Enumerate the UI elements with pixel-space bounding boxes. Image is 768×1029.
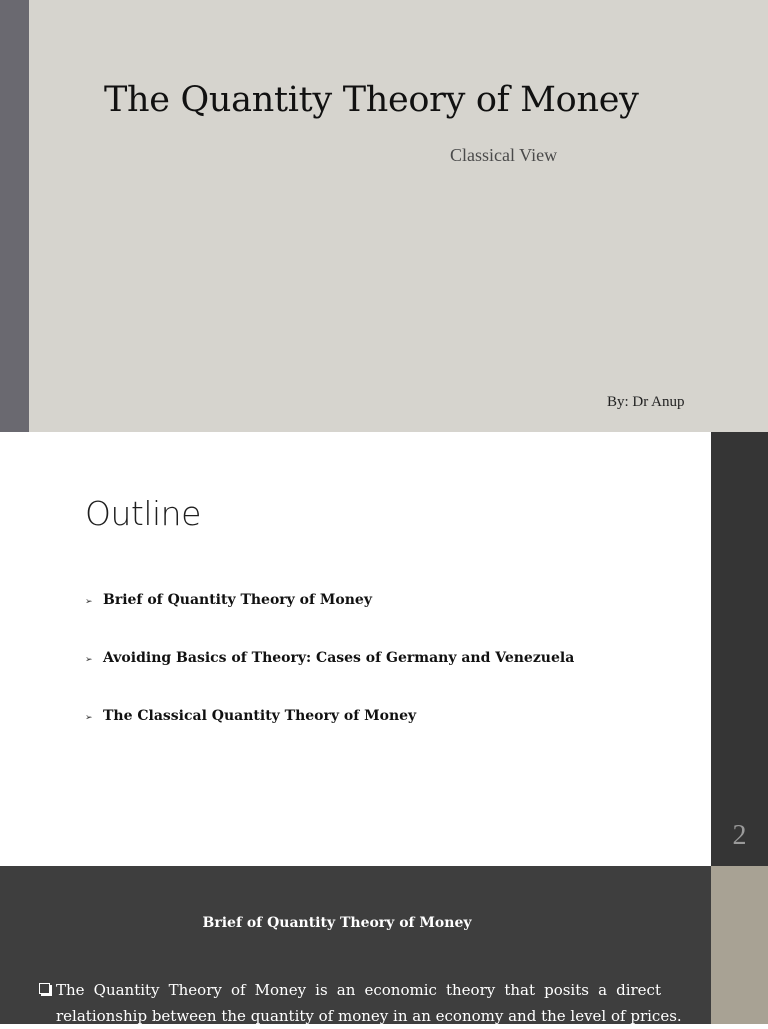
list-item	[85, 592, 574, 650]
title-slide	[0, 0, 768, 432]
paragraph-line-2: relationship between the quantity of money in an economy and the level of prices.	[56, 1007, 682, 1025]
content-slide	[0, 866, 768, 1024]
list-item-text: Avoiding Basics of Theory: Cases of Germany and Venezuela	[103, 650, 575, 666]
slide-title: The Quantity Theory of Money	[104, 80, 639, 120]
paragraph-line-1: The Quantity Theory of Money is an economic theory that posits a direct	[56, 981, 661, 999]
list-item-text: Brief of Quantity Theory of Money	[103, 592, 372, 608]
checkbox-icon	[39, 983, 50, 994]
slide-right-accent-bar	[711, 866, 768, 1024]
outline-heading: Outline	[85, 494, 201, 533]
list-item-text: The Classical Quantity Theory of Money	[103, 708, 417, 724]
slide-subtitle: Classical View	[450, 145, 558, 165]
list-item	[85, 650, 574, 708]
slide-left-accent-bar	[0, 0, 29, 432]
list-item	[85, 708, 574, 766]
content-heading: Brief of Quantity Theory of Money	[202, 915, 472, 931]
slide-author: By: Dr Anup	[607, 394, 685, 410]
outline-slide	[0, 432, 768, 866]
outline-bullet-list	[85, 592, 574, 766]
arrowhead-icon: ➢	[85, 597, 93, 607]
page-number: 2	[732, 820, 747, 851]
slide-right-accent-bar	[711, 432, 768, 866]
arrowhead-icon: ➢	[85, 655, 93, 665]
arrowhead-icon: ➢	[85, 713, 93, 723]
